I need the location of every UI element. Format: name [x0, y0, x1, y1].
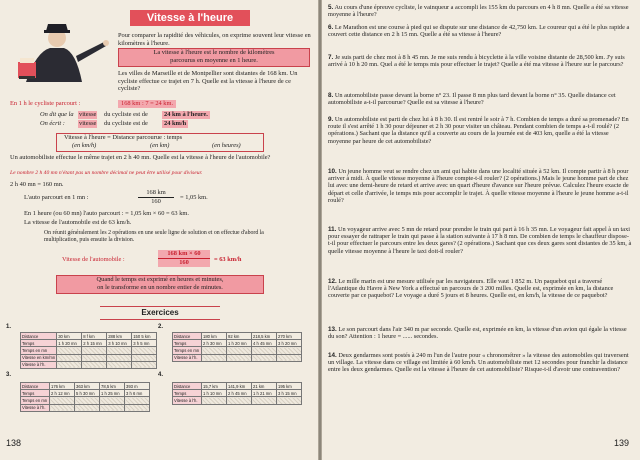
- exercise-3-table-row-label: Temps en mn: [21, 397, 50, 404]
- exercise-item: [328, 116, 632, 145]
- exercise-2-table-row: [173, 340, 302, 347]
- rule-box: [56, 275, 264, 294]
- calc-line-3: En 1 heure (ou 60 mn) l'auto parcourt : = 1,05 km × 60 = 63 km.: [24, 210, 189, 217]
- exercise-4-table-cell: [202, 397, 227, 404]
- exercise-3-table-cell: [100, 397, 125, 404]
- exercise-3-table-cell: [50, 397, 75, 404]
- exercise-1-table-cell: [107, 361, 132, 368]
- exercise-2-table-cell: [202, 347, 227, 354]
- exercise-item-number: 13.: [328, 326, 337, 333]
- formula-unit-speed: (en km/h): [72, 142, 97, 149]
- exercise-item-text: Le mille marin est une mesure utilisée par les navigateurs. Elle vaut 1 852 m. Un paquebot qui a traversé l'Atlantique du Havre à New York a effectué un parcours de 3 200 milles. Quelle est, exprimée en km, la distance couverte par ce paquebot? Le voyage a duré 5 jours et 8 heures. Quelle est, en km/h, la vitesse de ce paquebot?: [328, 278, 614, 300]
- exercise-3-table-cell: 1 h 25 mn: [100, 390, 125, 397]
- page-number-left: 138: [6, 438, 22, 448]
- exercise-3-table-row: [21, 397, 150, 404]
- exercise-4-table-cell: [252, 397, 277, 404]
- exercise-1-table-cell: 1 h 20 mn: [57, 340, 82, 347]
- exercise-item-text: Au cours d'une épreuve cycliste, le vainqueur a accompli les 155 km du parcours en 4 h 8 mn. Quelle a été sa vitesse moyenne à l'heure?: [328, 4, 629, 19]
- exercise-item: [328, 352, 632, 374]
- problem-1-text: Les villes de Marseille et de Montpellier sont distantes de 168 km. Un cycliste effectue ce trajet en 7 h. Quelle est la vitesse à l'heure de ce cycliste?: [118, 70, 298, 93]
- problem-2-text: Un automobiliste effectue le même trajet en 2 h 40 mn. Quelle est la vitesse à l'heure de l'automobile?: [10, 154, 271, 161]
- exercise-2-table-row-label: Vitesse à l'h.: [173, 354, 202, 361]
- exercise-2-table-row: [173, 354, 302, 361]
- exercise-3-table-cell: 2 h 12 mn: [50, 390, 75, 397]
- exercise-1-table-cell: 150 5 km: [132, 333, 157, 340]
- exercise-item-text: Deux gendarmes sont postés à 240 m l'un de l'autre pour « chronométrer » la vitesse des automobiles qui traversent un village. La vitesse dans ce village est limitée à 60 km/h. Un automobiliste met 12 secondes pour franchir la distance entre les deux gendarmes. Quelle est la vitesse à l'heure de cet automobiliste? Risque-t-il d'avoir une contravention?: [328, 352, 629, 374]
- exercise-item: [328, 326, 632, 340]
- exercise-2-table-row-label: Temps: [173, 340, 202, 347]
- exercise-item-number: 12.: [328, 278, 337, 285]
- exercise-item-text: Le Marathon est une course à pied qui se dispute sur une distance de 42,750 km. Le coureur qui a été le plus rapide a couvert cette distance en 2 h 15 mn. Quelle a été sa vitesse à l'heure?: [328, 24, 630, 39]
- exercise-2-table-row-label: Distance: [173, 333, 202, 340]
- on-dit-middle: du cycliste est de: [104, 111, 148, 118]
- exercise-4-table-cell: 1 h 21 mn: [252, 390, 277, 397]
- fraction-1-denominator: 160: [151, 198, 161, 205]
- exercise-2-table-cell: 180 km: [202, 333, 227, 340]
- exercise-4-table-cell: 195 km: [277, 383, 302, 390]
- exercise-4-table-cell: 21 km: [252, 383, 277, 390]
- exercise-item-number: 7.: [328, 54, 334, 61]
- exercise-4-table-cell: 2 h 45 mn: [227, 390, 252, 397]
- exercise-3-table-row-label: Distance: [21, 383, 50, 390]
- exercise-3-table-row-label: Temps: [21, 390, 50, 397]
- exercise-1-table: [20, 332, 157, 369]
- vitesse-auto-label: Vitesse de l'automobile :: [62, 256, 125, 263]
- exercise-4-table-cell: [227, 397, 252, 404]
- exercise-1-table-cell: [107, 347, 132, 354]
- formula-unit-distance: (en km): [150, 142, 170, 149]
- formula-unit-time: (en heures): [212, 142, 241, 149]
- exercise-item-text: Un automobiliste passe devant la borne n° 23. Il passe 8 mn plus tard devant la borne n° 35. Quelle distance cet automobiliste a-t-il parcourue? Quelle est sa vitesse à l'heure?: [328, 92, 616, 107]
- exercise-1-table-cell: 3 h 5 mn: [132, 340, 157, 347]
- exercise-item: [328, 24, 632, 38]
- exercise-1-table-cell: [132, 347, 157, 354]
- exercise-4-table-cell: 141,9 km: [227, 383, 252, 390]
- exercise-item-text: Le son parcourt dans l'air 340 m par seconde. Quelle est, exprimée en km, la vitesse d'un avion qui égale la vitesse du son? Attention : 1 heure = ...... secondes.: [328, 326, 627, 341]
- exercise-1-table-cell: [82, 354, 107, 361]
- rule-line-1: Quand le temps est exprimé en heures et minutes,: [96, 276, 224, 283]
- exercise-1-table-cell: [57, 361, 82, 368]
- exercise-4-table-row-label: Temps: [173, 390, 202, 397]
- definition-line-2: parcourus en moyenne en 1 heure.: [170, 57, 258, 64]
- exercise-4-table-row-label: Vitesse à l'h.: [173, 397, 202, 404]
- calc-line-4: La vitesse de l'automobile est de 63 km/h.: [24, 219, 132, 226]
- exercise-1-table-row: [21, 340, 157, 347]
- exercise-3-table-cell: 176 km: [50, 383, 75, 390]
- exercise-item-text: Je suis parti de chez moi à 8 h 45 mn. Je me suis rendu à bicyclette à la ville voisine distante de 28,500 km. J'y suis arrivé à 10 h 20 mn. Quel a été le temps mis pour effectuer le trajet? Quelle a été ma vitesse à l'heure sur le parcours?: [328, 54, 625, 69]
- exercise-2-table-cell: 218,5 km: [252, 333, 277, 340]
- page-138: [0, 0, 318, 460]
- policeman-illustration: [6, 12, 114, 90]
- on-dit-vitesse: vitesse: [79, 111, 97, 118]
- exercise-1-table-cell: [132, 354, 157, 361]
- step-1-value: 168 km : 7 = 24 km.: [118, 100, 176, 108]
- exercise-item: [328, 278, 632, 300]
- page-139: [322, 0, 640, 460]
- exercise-item: [328, 226, 632, 255]
- rule-line-2: on le transforme en un nombre entier de minutes.: [97, 284, 223, 291]
- exercise-3-table-cell: [125, 404, 150, 411]
- exercise-1-table-cell: [82, 361, 107, 368]
- exercise-2-table-cell: 4 h 45 mn: [252, 340, 277, 347]
- exercise-2-table-cell: [252, 347, 277, 354]
- exercise-3-table-row: [21, 383, 150, 390]
- exercise-3-number: 3.: [6, 372, 12, 378]
- exercise-3-table-row-label: Vitesse à l'h.: [21, 404, 50, 411]
- exercise-2-table-cell: 2 h 30 mn: [202, 340, 227, 347]
- exercise-item-number: 6.: [328, 24, 334, 31]
- fraction-2-numerator: 168 km × 60: [158, 250, 210, 259]
- exercices-heading: Exercices: [100, 306, 220, 320]
- exercise-3-table-cell: [75, 404, 100, 411]
- exercise-2-table-cell: 3 h 20 mn: [277, 340, 302, 347]
- exercise-4-number: 4.: [158, 372, 164, 378]
- on-dit-value: 24 km à l'heure.: [164, 111, 208, 118]
- exercise-item: [328, 4, 632, 18]
- exercise-3-table-cell: 393 m: [125, 383, 150, 390]
- exercise-4-table-cell: 3 h 15 mn: [277, 390, 302, 397]
- exercise-2-table-cell: 270 km: [277, 333, 302, 340]
- exercise-3-table-row: [21, 404, 150, 411]
- exercise-2-number: 2.: [158, 324, 164, 330]
- exercise-3-table: [20, 382, 150, 412]
- exercise-1-table-row-label: Vitesse à l'h.: [21, 361, 57, 368]
- fraction-2-denominator: 160: [158, 259, 210, 267]
- exercise-1-table-cell: [132, 361, 157, 368]
- exercise-3-table-cell: [100, 404, 125, 411]
- exercise-2-table-cell: 92 km: [227, 333, 252, 340]
- exercise-item: [328, 168, 632, 204]
- exercise-3-table-cell: [50, 404, 75, 411]
- exercise-1-table-row-label: Temps: [21, 340, 57, 347]
- exercise-1-table-cell: [57, 354, 82, 361]
- calc-line-2-result: = 1,05 km.: [180, 194, 208, 201]
- exercise-3-table-cell: 78,5 km: [100, 383, 125, 390]
- exercise-item-text: Un voyageur arrive avec 5 mn de retard pour prendre le train qui part à 16 h 35 mn. Le voyageur fait appel à un taxi pour essayer de rattraper le train qui passe à la station suivante à 17 h 8 mn. De combien de temps le chauffeur dispose-t-il pour effectuer le parcours entre les deux gares? (2 opérations.) Sachant que ces deux gares sont distantes de 35 km, à quelle vitesse moyenne à l'heure le taxi doit-il rouler?: [328, 226, 632, 255]
- calc-line-1: 2 h 40 mn = 160 mn.: [10, 181, 64, 188]
- exercise-4-table-cell: 1 h 10 mn: [202, 390, 227, 397]
- exercise-1-table-cell: [107, 354, 132, 361]
- exercise-item-text: Un jeune homme veut se rendre chez un ami qui habite dans une localité située à 52 km. Il compte partir à 8 h pour arriver à midi. À quelle vitesse moyenne à l'heure compte-t-il rouler? (2 opérations.) Mais le jeune homme part de chez lui avec une demi-heure de retard et arrive avec un quart d'heure d'avance sur l'heure prévue. Calculez l'heure exacte de départ et celle d'arrivée, le temps mis pour accomplir le trajet. À quelle vitesse moyenne à l'heure le jeune homme a-t-il roulé?: [328, 168, 629, 204]
- calc-line-2: L'auto parcourt en 1 mn :: [24, 194, 89, 201]
- exercise-1-table-row: [21, 333, 157, 340]
- exercise-4-table-row-label: Distance: [173, 383, 202, 390]
- exercise-1-table-cell: 288 km: [107, 333, 132, 340]
- exercise-item-number: 14.: [328, 352, 337, 359]
- exercise-item-text: Un automobiliste est parti de chez lui à 8 h 30. Il est rentré le soir à 7 h. Combien de temps a duré sa promenade? En route il s'est arrêté 1 h 30 pour déjeuner et 2 h 30 pour visiter un château. Pendant combien de temps a-t-il roulé? (2 opérations.) Sachant que la distance qu'il a couverte au cours de la journée est de 403 km, quelle a été la vitesse moyenne par heure de cet automobiliste?: [328, 116, 629, 145]
- exercise-2-table-cell: [227, 354, 252, 361]
- vitesse-auto-result: = 63 km/h: [214, 256, 242, 263]
- on-ecrit-label: On écrit :: [40, 120, 65, 127]
- exercise-1-table-row-label: Temps en mn: [21, 347, 57, 354]
- on-dit-label: On dit que la: [40, 111, 74, 118]
- exercise-1-table-row: [21, 347, 157, 354]
- on-ecrit-middle: du cycliste est de: [104, 120, 148, 127]
- exercise-item: [328, 92, 632, 106]
- definition-box: [118, 48, 310, 67]
- exercise-2-table-row: [173, 333, 302, 340]
- exercise-4-table-row: [173, 390, 302, 397]
- exercise-4-table-cell: 15,7 km: [202, 383, 227, 390]
- exercise-3-table-cell: 363 km: [75, 383, 100, 390]
- exercise-4-table-row: [173, 397, 302, 404]
- exercise-1-table-cell: 3 h 10 mn: [107, 340, 132, 347]
- exercise-4-table: [172, 382, 302, 405]
- exercise-3-table-cell: 3 h 6 mn: [125, 390, 150, 397]
- step-1-label: En 1 h le cycliste parcourt :: [10, 100, 81, 107]
- exercise-2-table-cell: [277, 354, 302, 361]
- exercise-2-table-cell: 1 h 20 mn: [227, 340, 252, 347]
- note-text: Le nombre 2 h 40 mn n'étant pas un nombre décimal ne peut être utilisé pour diviseur.: [10, 170, 203, 176]
- exercise-1-table-row-label: Vitesse en km/mn: [22, 355, 56, 361]
- exercise-3-table-row: [21, 390, 150, 397]
- exercise-1-table-cell: 8 f km: [82, 333, 107, 340]
- exercise-3-table-cell: 5 h 30 mn: [75, 390, 100, 397]
- exercise-item-number: 8.: [328, 92, 334, 99]
- exercise-2-table-row-label: Temps en mn: [173, 347, 202, 354]
- exercise-1-table-row: [21, 361, 157, 368]
- exercise-item: [328, 54, 632, 68]
- reunit-text: On réunit généralement les 2 opérations en une seule ligne de solution et on effectue d'abord la multiplication, puis ensuite la division.: [44, 230, 264, 243]
- exercise-item-number: 9.: [328, 116, 334, 123]
- on-ecrit-value: 24 km/h: [164, 120, 187, 127]
- intro-text: Pour comparer la rapidité des véhicules, on exprime souvent leur vitesse en kilomètres à l'heure.: [118, 32, 311, 47]
- exercise-2-table-cell: [227, 347, 252, 354]
- exercise-1-number: 1.: [6, 324, 12, 330]
- exercise-3-table-cell: [125, 397, 150, 404]
- formula-line: Vitesse à l'heure = Distance parcourue : temps: [64, 134, 183, 141]
- exercise-1-table-cell: [57, 347, 82, 354]
- fraction-1-numerator: 168 km: [138, 189, 174, 198]
- exercise-item-number: 10.: [328, 168, 337, 175]
- exercise-1-table-cell: 30 km: [57, 333, 82, 340]
- exercise-4-table-row: [173, 383, 302, 390]
- page-number-right: 139: [614, 438, 630, 448]
- exercise-1-table-cell: [82, 347, 107, 354]
- exercise-2-table-cell: [277, 347, 302, 354]
- exercise-2-table-cell: [202, 354, 227, 361]
- exercise-2-table-cell: [252, 354, 277, 361]
- exercise-item-number: 5.: [328, 4, 334, 11]
- exercise-2-table: [172, 332, 302, 362]
- exercise-1-table-row: [21, 354, 157, 361]
- exercise-item-number: 11.: [328, 226, 337, 233]
- exercise-4-table-cell: [277, 397, 302, 404]
- definition-line-1: La vitesse à l'heure est le nombre de kilomètres: [153, 49, 275, 56]
- exercise-3-table-cell: [75, 397, 100, 404]
- on-ecrit-vitesse: vitesse: [79, 120, 97, 127]
- page-title: Vitesse à l'heure: [130, 10, 250, 26]
- exercise-2-table-row: [173, 347, 302, 354]
- exercise-1-table-row-label: Distance: [21, 333, 57, 340]
- exercise-1-table-cell: 2 h 15 mn: [82, 340, 107, 347]
